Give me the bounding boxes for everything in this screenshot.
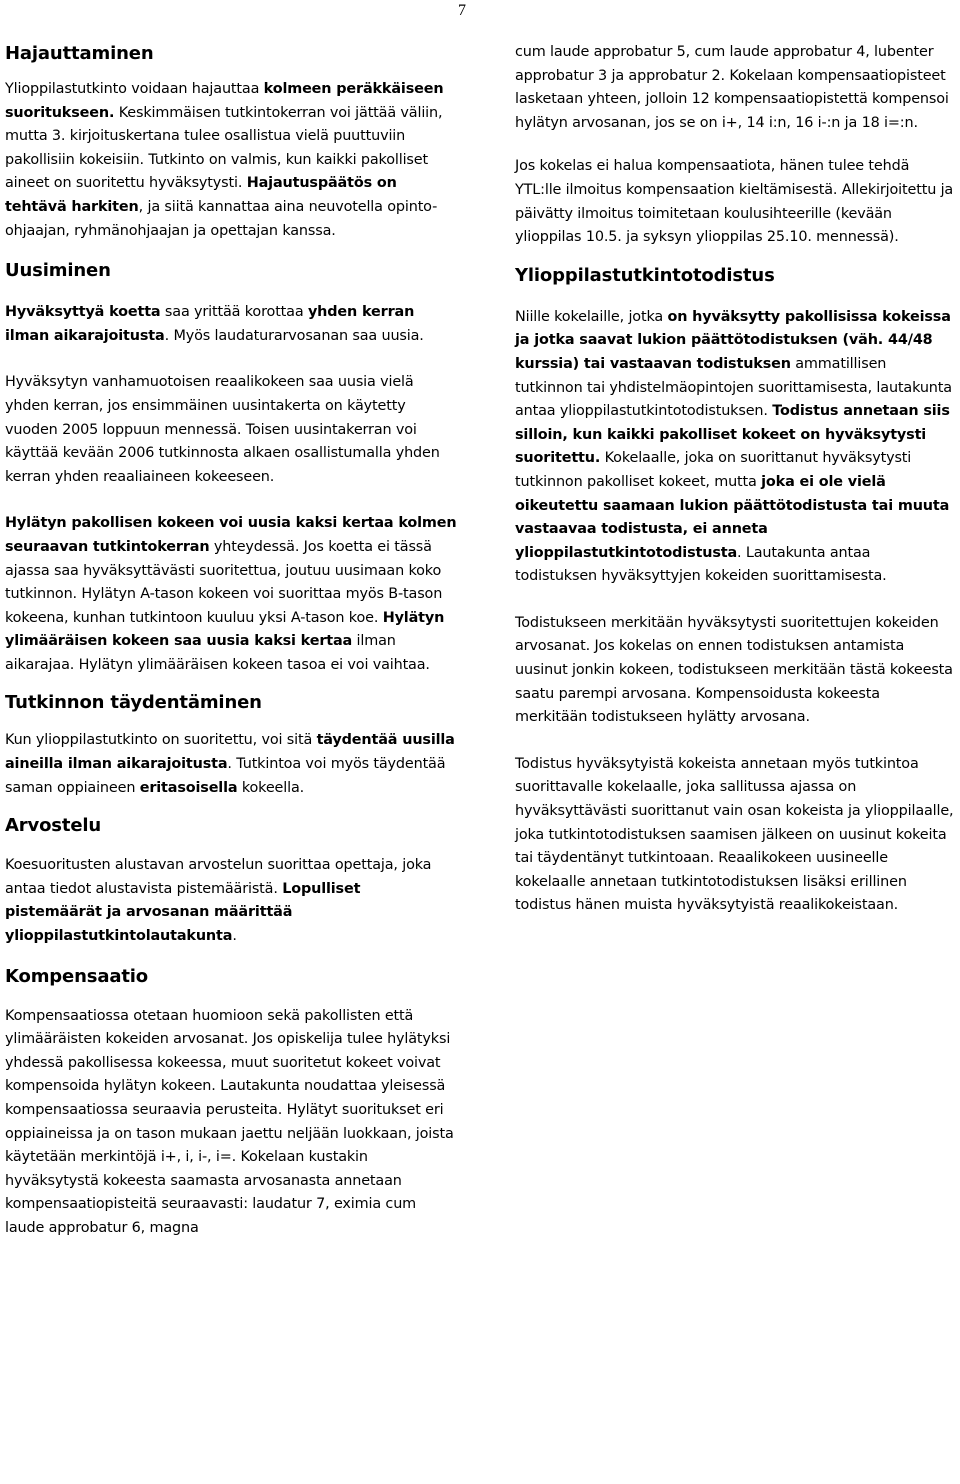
bold-text-run: on hyväksytty pakollisissa kokeissa ja jotka saavat lukion päättötodistuksen (väh. 44/48 kurssia) tai vastaavan todistuksen <box>515 308 951 372</box>
text-run: . Tutkintoa voi myös täydentää saman oppiaineen <box>5 756 446 796</box>
text-run: Kokelaalle, joka on suorittanut hyväksytysti tutkinnon pakolliset kokeet, mutta <box>515 450 912 490</box>
paragraph-uusiminen-3 <box>5 512 457 677</box>
bold-text-run: Todistus annetaan siis silloin, kun kaikki pakolliset kokeet on hyväksytysti suoritettu. <box>515 403 950 467</box>
text-run: cum laude approbatur 5, cum laude approbatur 4, lubenter approbatur 3 ja approbatur 2. Kokelaan kompensaatiopisteet lasketaan yhteen, jolloin 12 kompensaatiopistettä kompensoi hylätyn arvosanan, jos se on i+, 14 i:n, 16 i-:n ja 18 i=:n. <box>515 44 949 131</box>
bold-text-run: kolmeen peräkkäiseen suoritukseen. <box>5 81 444 121</box>
bold-text-run: eritasoisella <box>139 779 238 796</box>
paragraph-taydentaminen <box>5 729 457 800</box>
paragraph-arvostelu <box>5 854 457 948</box>
paragraph-uusiminen-2 <box>5 371 457 489</box>
bold-text-run: Hylätyn pakollisen kokeen voi uusia kaksi kertaa kolmen seuraavan tutkintokerran <box>5 515 457 555</box>
text-run: . Myös laudaturarvosanan saa uusia. <box>164 327 424 344</box>
bold-text-run: joka ei ole vielä oikeutettu saamaan lukion päättötodistusta tai muuta vastaavaa todistusta, ei anneta ylioppilastutkintotodistusta <box>515 473 950 561</box>
text-run: saa yrittää korottaa <box>160 304 308 321</box>
paragraph-kompensaatio <box>5 1005 457 1241</box>
text-run: Keskimmäisen tutkintokerran voi jättää väliin, mutta 3. kirjoituskertana tulee osallistua vielä puuttuviin pakollisiin kokeisiin. Tutkinto on valmis, kun kaikki pakolliset aineet on suoritettu hyväksytysti. <box>5 104 443 192</box>
text-run: . Lautakunta antaa todistuksen hyväksyttyjen kokeiden suorittamisesta. <box>515 544 887 585</box>
text-run: Koesuoritusten alustavan arvostelun suorittaa opettaja, joka antaa tiedot alustavista pistemääristä. <box>5 857 432 897</box>
heading-hajauttaminen: Hajauttaminen <box>5 43 154 64</box>
bold-text-run: Hajautuspäätös on tehtävä harkiten <box>5 175 397 215</box>
text-run: Todistukseen merkitään hyväksytysti suoritettujen kokeiden arvosanat. Jos kokelas on ennen todistuksen antamista uusinut jonkin kokeen, todistukseen merkitään tästä kokeesta saatu parempi arvosana. Kompensoidusta kokeesta merkitään todistukseen hylätty arvosana. <box>515 614 953 726</box>
text-run: Jos kokelas ei halua kompensaatiota, hänen tulee tehdä YTL:lle ilmoitus kompensaation kieltämisestä. Allekirjoitettu ja päivätty ilmoitus toimitetaan koulusihteerille (kevään ylioppilas 10.5. ja syksyn ylioppilas 25.10. mennessä). <box>515 158 954 246</box>
text-run: kokeella. <box>237 779 305 796</box>
text-run: , ja siitä kannattaa aina neuvotella opinto-ohjaajan, ryhmänohjaajan ja opettajan kanssa. <box>5 198 438 239</box>
left-column <box>5 40 457 1264</box>
paragraph-todistus-1 <box>515 306 955 589</box>
heading-tutkinnon-taydentaminen: Tutkinnon täydentäminen <box>5 692 262 714</box>
heading-kompensaatio: Kompensaatio <box>5 965 149 987</box>
text-run: ilman aikarajaa. Hylätyn ylimääräisen kokeen tasoa ei voi vaihtaa. <box>5 633 430 673</box>
paragraph-hajauttaminen <box>5 78 457 243</box>
paragraph-uusiminen-1 <box>5 301 457 348</box>
paragraph-todistus-3 <box>515 753 955 918</box>
text-run: Ylioppilastutkinto voidaan hajauttaa <box>5 81 264 97</box>
text-run: Kun ylioppilastutkinto on suoritettu, voi sitä <box>5 732 317 749</box>
bold-text-run: Lopulliset pistemäärät ja arvosanan määrittää ylioppilastutkintolautakunta <box>5 880 361 945</box>
bold-text-run: Hyväksyttyä koetta <box>5 304 161 321</box>
text-run: yhteydessä. Jos koetta ei tässä ajassa saa hyväksyttävästi suoritettua, joutuu uusimaan koko tutkinnon. Hylätyn A-tason kokeen voi suorittaa myös B-tason kokeena, kunhan tutkintoon kuuluu yksi A-tason koe. <box>5 538 443 626</box>
page-number: 7 <box>458 2 466 19</box>
heading-ylioppilastutkintotodistus: Ylioppilastutkintotodistus <box>515 264 775 286</box>
paragraph-kompensaatio-kieltaminen <box>515 155 955 249</box>
heading-uusiminen: Uusiminen <box>5 260 111 282</box>
paragraph-todistus-2 <box>515 612 955 730</box>
right-column <box>515 41 955 941</box>
bold-text-run: yhden kerran ilman aikarajoitusta <box>5 304 415 344</box>
heading-arvostelu: Arvostelu <box>5 815 102 837</box>
text-run: Kompensaatiossa otetaan huomioon sekä pakollisten että ylimääräisten kokeiden arvosanat. Jos opiskelija tulee hylätyksi yhdessä pakollisessa kokeessa, muut suoritetut kokeet voivat kompensoida hylätyn kokeen. Lautakunta noudattaa yleisessä kompensaatiossa seuraavia perusteita. Hylätyt suoritukset eri oppiaineissa ja on tason mukaan jaettu neljään luokkaan, joista käytetään merkintöjä i+, i, i-, i=. Kokelaan kustakin hyväksytystä kokeesta saamasta arvosanasta annetaan kompensaatiopisteitä seuraavasti: laudatur 7, eximia cum laude approbatur 6, magna <box>5 1007 454 1236</box>
text-run: . <box>232 928 237 945</box>
text-run: Hyväksytyn vanhamuotoisen reaalikokeen saa uusia vielä yhden kerran, jos ensimmäinen uusintakerta on käytetty vuoden 2005 loppuun mennessä. Toisen uusintakerran voi käyttää kevään 2006 tutkinnosta alkaen osallistumalla yhden kerran yhden reaaliaineen kokeeseen. <box>5 374 440 485</box>
text-run: ammatillisen tutkinnon tai yhdistelmäopintojen suorittamisesta, lautakunta antaa ylioppilastutkintotodistuksen. <box>515 355 952 420</box>
text-run: Niille kokelaille, jotka <box>515 308 668 325</box>
text-run: Todistus hyväksytyistä kokeista annetaan myös tutkintoa suorittavalle kokelaalle, joka sallitussa ajassa on hyväksyttävästi suorittanut vain osan kokeista ja ylioppilaalle, joka tutkintotodistuksen saamisen jälkeen on uusinut kokeita tai täydentänyt tutkintoaan. Reaalikokeen uusineelle kokelaalle annetaan tutkintotodistuksen lisäksi erillinen todistus hänen muista hyväksytyistä reaalikokeistaan. <box>515 755 954 914</box>
bold-text-run: täydentää uusilla aineilla ilman aikarajoitusta <box>5 732 455 773</box>
bold-text-run: Hylätyn ylimääräisen kokeen saa uusia kaksi kertaa <box>5 609 445 650</box>
paragraph-kompensaatio-continued <box>515 41 955 135</box>
